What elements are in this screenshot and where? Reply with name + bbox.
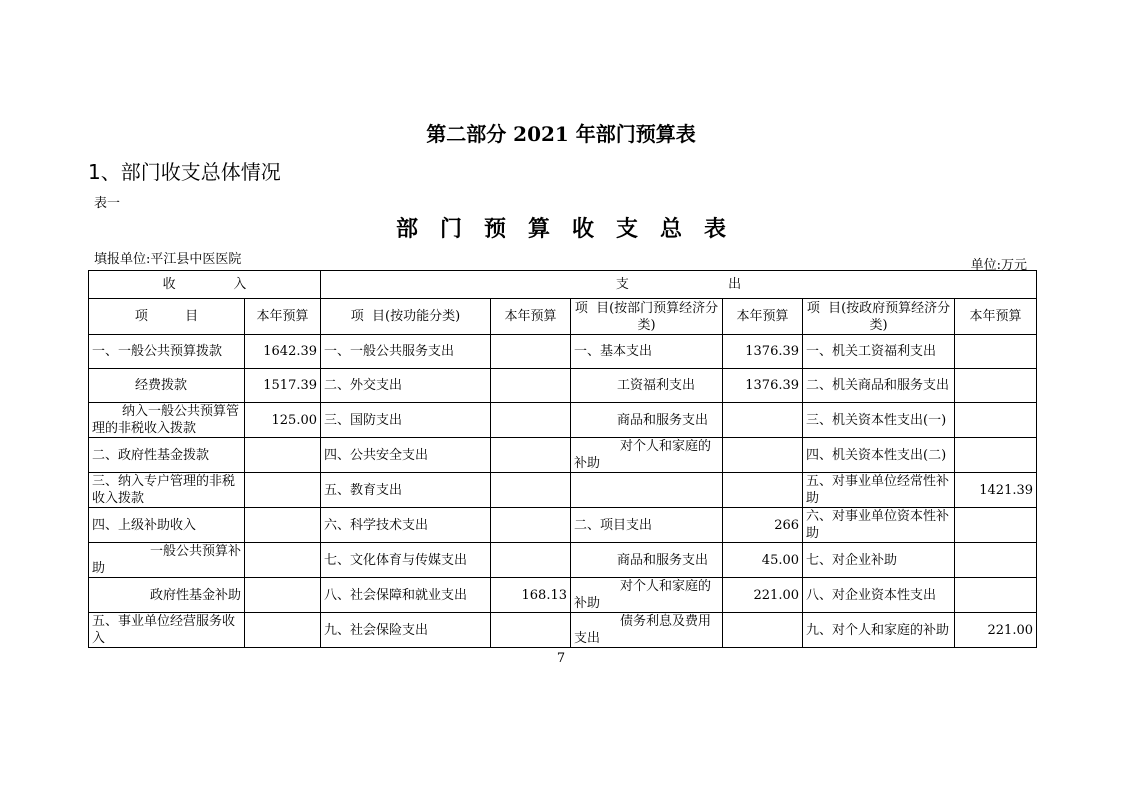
dept-economic-amount: 266	[723, 508, 803, 543]
functional-amount	[491, 403, 571, 438]
functional-amount	[491, 543, 571, 578]
col-header-budget: 本年预算	[955, 299, 1037, 335]
functional-item: 一、一般公共服务支出	[321, 335, 491, 369]
dept-economic-amount: 45.00	[723, 543, 803, 578]
income-item: 三、纳入专户管理的非税收入拨款	[89, 473, 245, 508]
table-row	[89, 438, 1037, 473]
dept-economic-item: 债务利息及费用支出	[571, 613, 723, 648]
gov-economic-amount: 221.00	[955, 613, 1037, 648]
dept-economic-item: 对个人和家庭的补助	[571, 438, 723, 473]
income-item: 经费拨款	[89, 369, 245, 403]
dept-economic-amount	[723, 438, 803, 473]
income-amount	[245, 438, 321, 473]
income-amount	[245, 613, 321, 648]
functional-item: 三、国防支出	[321, 403, 491, 438]
part-title: 第二部分 2021 年部门预算表	[426, 122, 696, 146]
col-header-budget: 本年预算	[723, 299, 803, 335]
functional-amount	[491, 473, 571, 508]
income-item: 一、一般公共预算拨款	[89, 335, 245, 369]
col-header-functional: 项 目(按功能分类)	[321, 299, 491, 335]
functional-item: 七、文化体育与传媒支出	[321, 543, 491, 578]
functional-amount	[491, 335, 571, 369]
functional-item: 九、社会保险支出	[321, 613, 491, 648]
gov-economic-amount	[955, 438, 1037, 473]
table-row	[89, 613, 1037, 648]
gov-economic-item: 六、对事业单位资本性补助	[803, 508, 955, 543]
table-row	[89, 473, 1037, 508]
table-row	[89, 543, 1037, 578]
header-row-group	[89, 271, 1037, 299]
gov-economic-item: 一、机关工资福利支出	[803, 335, 955, 369]
functional-amount	[491, 613, 571, 648]
income-amount: 1642.39	[245, 335, 321, 369]
dept-economic-item: 一、基本支出	[571, 335, 723, 369]
gov-economic-amount	[955, 508, 1037, 543]
expenditure-header: 支 出	[321, 271, 1037, 299]
income-item: 纳入一般公共预算管理的非税收入拨款	[89, 403, 245, 438]
table-title: 部门预算收支总表	[395, 216, 748, 242]
income-item: 二、政府性基金拨款	[89, 438, 245, 473]
income-amount: 125.00	[245, 403, 321, 438]
income-header: 收 入	[89, 271, 321, 299]
functional-item: 八、社会保障和就业支出	[321, 578, 491, 613]
dept-economic-amount: 1376.39	[723, 335, 803, 369]
dept-economic-amount: 1376.39	[723, 369, 803, 403]
table-row	[89, 578, 1037, 613]
gov-economic-amount	[955, 403, 1037, 438]
income-amount	[245, 508, 321, 543]
functional-item: 六、科学技术支出	[321, 508, 491, 543]
col-header-budget: 本年预算	[245, 299, 321, 335]
dept-economic-item: 商品和服务支出	[571, 403, 723, 438]
income-amount: 1517.39	[245, 369, 321, 403]
income-item: 政府性基金补助	[89, 578, 245, 613]
gov-economic-item: 四、机关资本性支出(二)	[803, 438, 955, 473]
table-row	[89, 508, 1037, 543]
gov-economic-item: 三、机关资本性支出(一)	[803, 403, 955, 438]
dept-economic-item	[571, 473, 723, 508]
header-row-columns	[89, 299, 1037, 335]
col-header-item: 项 目	[89, 299, 245, 335]
gov-economic-item: 七、对企业补助	[803, 543, 955, 578]
section-title: 1、部门收支总体情况	[88, 160, 281, 184]
income-amount	[245, 578, 321, 613]
income-item: 四、上级补助收入	[89, 508, 245, 543]
gov-economic-item: 八、对企业资本性支出	[803, 578, 955, 613]
functional-amount	[491, 438, 571, 473]
gov-economic-amount	[955, 369, 1037, 403]
gov-economic-item: 二、机关商品和服务支出	[803, 369, 955, 403]
functional-amount: 168.13	[491, 578, 571, 613]
gov-economic-item: 九、对个人和家庭的补助	[803, 613, 955, 648]
income-amount	[245, 473, 321, 508]
income-amount	[245, 543, 321, 578]
functional-item: 二、外交支出	[321, 369, 491, 403]
functional-amount	[491, 508, 571, 543]
col-header-dept-economic: 项 目(按部门预算经济分类)	[571, 299, 723, 335]
income-item: 五、事业单位经营服务收入	[89, 613, 245, 648]
gov-economic-amount	[955, 543, 1037, 578]
dept-economic-item: 商品和服务支出	[571, 543, 723, 578]
table-label: 表一	[94, 196, 121, 211]
gov-economic-amount: 1421.39	[955, 473, 1037, 508]
functional-item: 四、公共安全支出	[321, 438, 491, 473]
dept-economic-amount	[723, 403, 803, 438]
dept-economic-item: 对个人和家庭的补助	[571, 578, 723, 613]
functional-amount	[491, 369, 571, 403]
table-row	[89, 369, 1037, 403]
unit-label: 单位:万元	[970, 258, 1027, 273]
dept-economic-item: 二、项目支出	[571, 508, 723, 543]
gov-economic-amount	[955, 578, 1037, 613]
page-number: 7	[556, 651, 566, 666]
gov-economic-item: 五、对事业单位经常性补助	[803, 473, 955, 508]
income-item: 一般公共预算补助	[89, 543, 245, 578]
dept-economic-amount	[723, 613, 803, 648]
gov-economic-amount	[955, 335, 1037, 369]
table-row	[89, 335, 1037, 369]
dept-economic-item: 工资福利支出	[571, 369, 723, 403]
col-header-budget: 本年预算	[491, 299, 571, 335]
budget-table	[88, 270, 1037, 648]
filing-unit: 填报单位:平江县中医医院	[94, 252, 242, 267]
dept-economic-amount	[723, 473, 803, 508]
dept-economic-amount: 221.00	[723, 578, 803, 613]
functional-item: 五、教育支出	[321, 473, 491, 508]
col-header-gov-economic: 项 目(按政府预算经济分类)	[803, 299, 955, 335]
table-row	[89, 403, 1037, 438]
